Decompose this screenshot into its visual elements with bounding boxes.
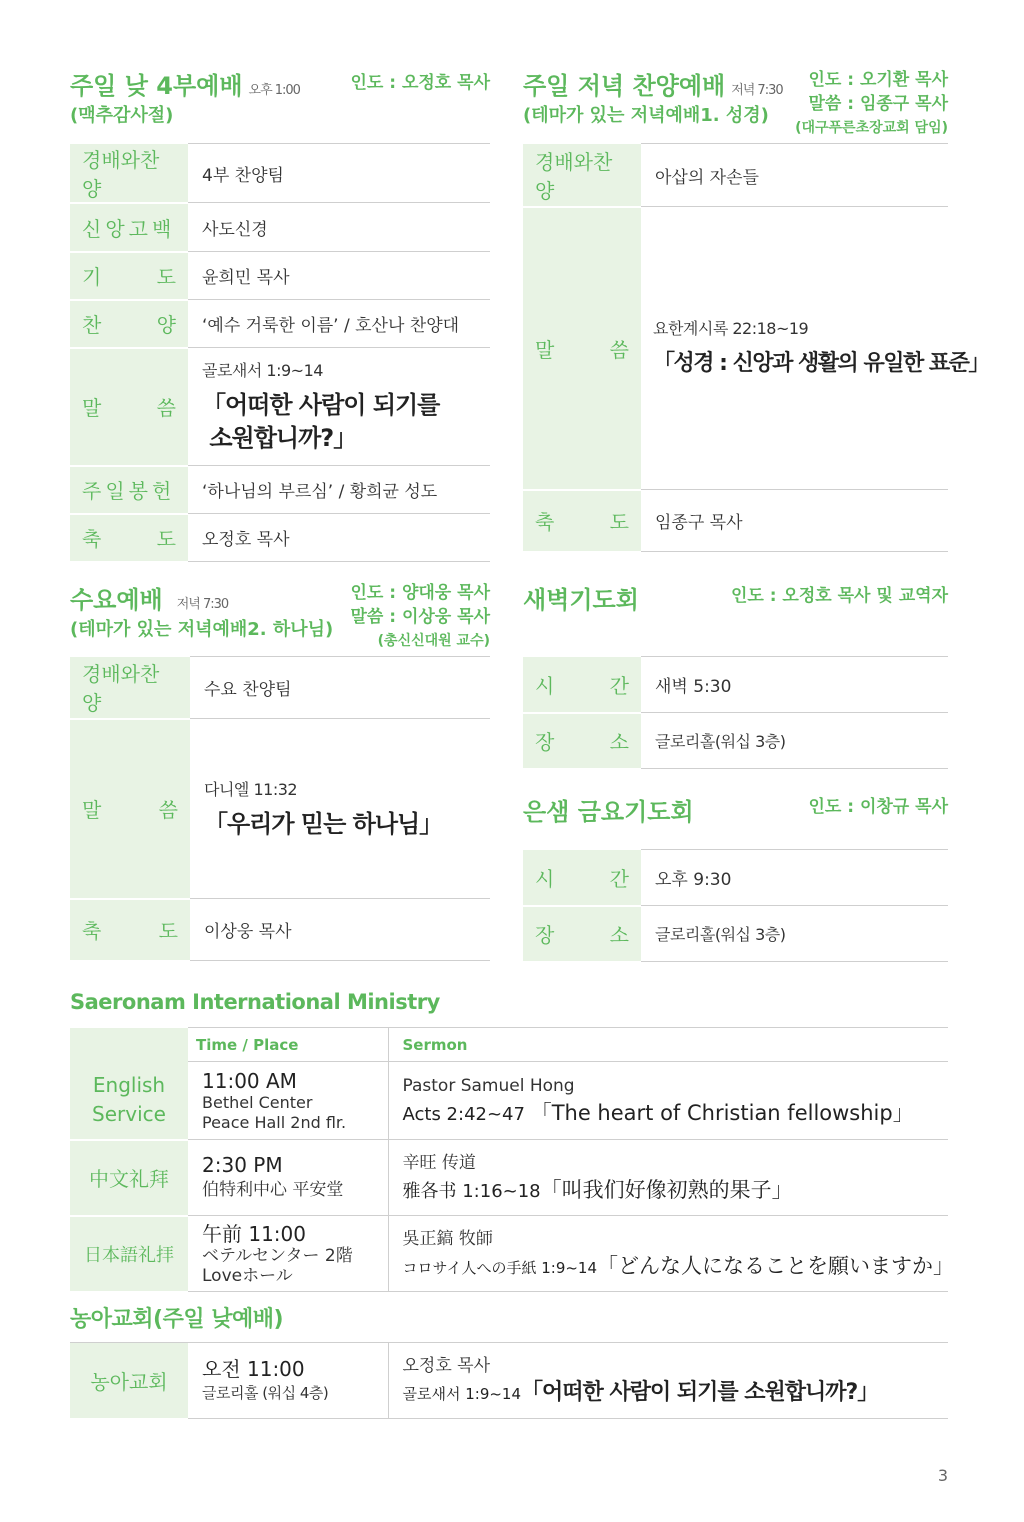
wednesday-value-0: 수요 찬양팀 xyxy=(190,657,490,719)
sunday4-value-0: 4부 찬양팀 xyxy=(188,144,490,203)
evening-label-2 xyxy=(535,506,629,535)
table-row xyxy=(70,1140,948,1216)
table-row xyxy=(70,1062,948,1140)
sunday4-sermon-title-2: 소원합니까?」 xyxy=(202,424,357,452)
table-row xyxy=(70,252,490,300)
label-char: 양 xyxy=(156,313,176,337)
evening-table xyxy=(523,143,989,553)
wednesday-header xyxy=(70,580,333,641)
international-table xyxy=(70,1027,955,1293)
deaf-time: 오전 11:00 xyxy=(202,1356,305,1381)
evening-label-0: 경배와찬양 xyxy=(523,144,641,207)
evening-preacher: 말씀 : 임종구 목사 xyxy=(808,94,948,114)
sunday4-title: 주일 낮 4부예배 xyxy=(70,72,243,100)
chinese-sermon-ref: 雅各书 1:16~18 xyxy=(402,1180,541,1202)
japanese-place-2: Loveホール xyxy=(202,1265,293,1286)
friday-label-0 xyxy=(535,863,629,892)
label-char: 씀 xyxy=(158,798,178,822)
japanese-place-1: ベテルセンター 2階 xyxy=(202,1245,353,1266)
table-row xyxy=(70,657,490,719)
friday-value-0: 오후 9:30 xyxy=(641,850,948,906)
chinese-sermon-title: 「叫我们好像初熟的果子」 xyxy=(540,1177,793,1202)
label-char: 말 xyxy=(82,396,102,420)
wednesday-label-1 xyxy=(82,794,178,823)
label-char: 씀 xyxy=(609,337,629,362)
wednesday-leaders xyxy=(350,581,490,653)
wednesday-sermon-ref: 다니엘 11:32 xyxy=(204,779,298,799)
friday-table xyxy=(523,849,948,963)
table-row xyxy=(70,514,490,562)
table-row xyxy=(70,899,490,961)
sunday4-sermon-title-1: 「어떠한 사람이 되기를 xyxy=(202,391,440,419)
wednesday-time: 저녁 7:30 xyxy=(176,597,229,612)
sunday4-leader: 인도 : 오정호 목사 xyxy=(350,73,490,93)
chinese-speaker: 辛旺 传道 xyxy=(402,1152,476,1173)
sunday4-time: 오후 1:00 xyxy=(248,83,300,98)
table-row xyxy=(523,490,948,552)
table-row xyxy=(523,657,948,713)
deaf-title: 농아교회(주일 낮예배) xyxy=(70,1307,284,1332)
table-row xyxy=(523,144,948,207)
chinese-place: 伯特利中心 平安堂 xyxy=(202,1179,344,1200)
chinese-time: 2:30 PM xyxy=(202,1152,283,1177)
dawn-label-0 xyxy=(535,670,629,699)
sunday4-label-4 xyxy=(82,392,176,421)
chinese-label: 中文礼拜 xyxy=(70,1140,188,1216)
evening-time: 저녁 7:30 xyxy=(731,83,783,98)
evening-label-1 xyxy=(535,334,629,363)
wednesday-preacher: 말씀 : 이상웅 목사 xyxy=(350,607,490,627)
label-char: 간 xyxy=(609,866,629,891)
wednesday-leader: 인도 : 양대웅 목사 xyxy=(350,583,490,603)
label-char: 도 xyxy=(158,919,178,943)
sunday4-header xyxy=(70,66,300,127)
english-sermon-ref: Acts 2:42~47 xyxy=(402,1103,525,1125)
table-row xyxy=(70,719,490,899)
table-row xyxy=(523,850,948,906)
wednesday-sermon-title: 「우리가 믿는 하나님」 xyxy=(204,809,443,838)
evening-leader: 인도 : 오기환 목사 xyxy=(808,70,948,90)
evening-header xyxy=(523,66,783,127)
deaf-label: 농아교회 xyxy=(70,1343,188,1419)
label-char: 장 xyxy=(535,923,555,947)
table-row xyxy=(70,203,490,252)
sunday4-value-6: 오정호 목사 xyxy=(188,514,490,562)
table-row xyxy=(70,1343,948,1419)
english-place-1: Bethel Center xyxy=(202,1092,313,1112)
label-char: 도 xyxy=(609,510,629,534)
friday-label-1 xyxy=(535,919,629,948)
friday-value-1: 글로리홀(워십 3층) xyxy=(641,906,948,962)
evening-leaders xyxy=(795,68,948,140)
label-char: 소 xyxy=(609,730,629,754)
table-row xyxy=(70,300,490,348)
evening-preacher-note: (대구푸른초장교회 담임) xyxy=(795,120,948,136)
wednesday-preacher-note: (총신신대원 교수) xyxy=(377,633,490,649)
sunday4-label-1: 신앙고백 xyxy=(82,216,176,241)
label-char: 말 xyxy=(82,798,102,822)
wednesday-label-0: 경배와찬양 xyxy=(70,657,190,719)
dawn-title: 새벽기도회 xyxy=(523,586,639,614)
evening-value-0: 아삽의 자손들 xyxy=(641,144,948,207)
label-char: 도 xyxy=(156,265,176,289)
header-time-place: Time / Place xyxy=(188,1028,388,1062)
table-row xyxy=(523,207,948,490)
english-label-2: Service xyxy=(92,1102,166,1126)
evening-title: 주일 저녁 찬양예배 xyxy=(523,72,726,100)
label-char: 축 xyxy=(535,510,555,534)
sunday4-subtitle: (맥추감사절) xyxy=(70,105,174,126)
sunday4-label-0: 경배와찬양 xyxy=(70,144,188,203)
evening-sermon-ref: 요한계시록 22:18~19 xyxy=(653,319,809,338)
deaf-sermon-title: 「어떠한 사람이 되기를 소원합니까?」 xyxy=(521,1380,879,1405)
sunday4-label-3 xyxy=(82,309,176,338)
japanese-sermon-title: 「どんな人になることを願いますか」 xyxy=(597,1253,955,1278)
table-row xyxy=(70,1216,948,1292)
table-row xyxy=(523,906,948,962)
wednesday-value-2: 이상웅 목사 xyxy=(190,899,490,961)
english-label-1: English xyxy=(92,1073,166,1097)
table-row xyxy=(70,466,490,514)
dawn-leader: 인도 : 오정호 목사 및 교역자 xyxy=(730,586,948,606)
label-char: 기 xyxy=(82,265,102,289)
japanese-time: 午前 11:00 xyxy=(202,1221,306,1246)
deaf-sermon-ref: 골로새서 1:9~14 xyxy=(402,1385,522,1403)
sunday4-table xyxy=(70,143,490,563)
sunday4-value-2: 윤희민 목사 xyxy=(188,252,490,300)
table-header-row xyxy=(70,1028,948,1062)
label-char: 씀 xyxy=(156,396,176,420)
english-place-2: Peace Hall 2nd flr. xyxy=(202,1112,347,1132)
evening-sermon-title: 「성경 : 신앙과 생활의 유일한 표준」 xyxy=(653,351,989,376)
wednesday-label-2 xyxy=(82,915,178,944)
dawn-table xyxy=(523,656,948,770)
label-char: 찬 xyxy=(82,313,102,337)
japanese-speaker: 吳正鎬 牧師 xyxy=(402,1228,493,1249)
header-sermon: Sermon xyxy=(388,1028,948,1062)
evening-subtitle: (테마가 있는 저녁예배1. 성경) xyxy=(523,105,769,126)
sunday4-label-6 xyxy=(82,523,176,552)
sunday4-value-1: 사도신경 xyxy=(188,203,490,252)
table-row xyxy=(70,144,490,203)
label-char: 축 xyxy=(82,919,102,943)
dawn-value-1: 글로리홀(워십 3층) xyxy=(641,713,948,769)
sunday4-value-5: ‘하나님의 부르심’ / 황희균 성도 xyxy=(188,466,490,514)
japanese-sermon-ref: コロサイ人への手紙 1:9~14 xyxy=(402,1258,598,1277)
label-char: 소 xyxy=(609,923,629,947)
international-title: Saeronam International Ministry xyxy=(70,990,440,1014)
sunday4-sermon-ref: 골로새서 1:9~14 xyxy=(202,361,323,380)
friday-title: 은샘 금요기도회 xyxy=(523,798,694,826)
wednesday-table xyxy=(70,656,490,962)
table-row xyxy=(70,348,490,466)
english-speaker: Pastor Samuel Hong xyxy=(402,1075,575,1096)
label-char: 간 xyxy=(609,673,629,698)
sunday4-label-5: 주일봉헌 xyxy=(82,479,176,503)
wednesday-subtitle: (테마가 있는 저녁예배2. 하나님) xyxy=(70,619,334,640)
japanese-label: 日本語礼拝 xyxy=(70,1216,188,1292)
deaf-table xyxy=(70,1342,948,1420)
english-sermon-title: 「The heart of Christian fellowship」 xyxy=(530,1100,914,1125)
label-char: 시 xyxy=(535,673,555,698)
evening-value-2: 임종구 목사 xyxy=(641,490,948,552)
label-char: 시 xyxy=(535,866,555,891)
sunday4-value-3: ‘예수 거룩한 이름’ / 호산나 찬양대 xyxy=(188,300,490,348)
dawn-label-1 xyxy=(535,726,629,755)
label-char: 말 xyxy=(535,337,555,362)
dawn-value-0: 새벽 5:30 xyxy=(641,657,948,713)
friday-leader: 인도 : 이창규 목사 xyxy=(808,797,948,817)
deaf-speaker: 오정호 목사 xyxy=(402,1356,491,1376)
english-time: 11:00 AM xyxy=(202,1068,297,1093)
sunday4-label-2 xyxy=(82,261,176,290)
wednesday-title: 수요예배 xyxy=(70,586,163,614)
table-row xyxy=(523,713,948,769)
label-char: 장 xyxy=(535,730,555,754)
deaf-place: 글로리홀 (워십 4층) xyxy=(202,1383,329,1402)
label-char: 축 xyxy=(82,527,102,551)
page-number: 3 xyxy=(937,1466,948,1485)
label-char: 도 xyxy=(156,527,176,551)
